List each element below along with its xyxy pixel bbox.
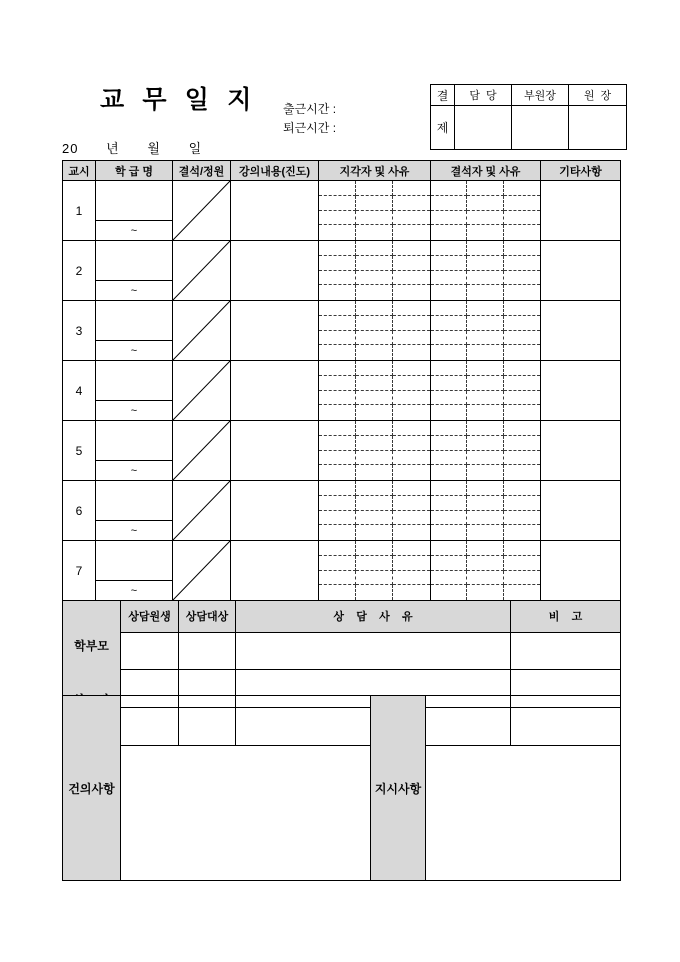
- class-name-cell[interactable]: [96, 181, 173, 241]
- latecomer-cell[interactable]: [319, 481, 431, 541]
- class-range-area[interactable]: [96, 460, 172, 480]
- latecomer-subgrid: [319, 421, 430, 480]
- approval-header-vice-director: 부원장: [512, 85, 569, 106]
- time-labels: [283, 100, 336, 138]
- absentee-subgrid: [431, 301, 540, 360]
- table-row: [63, 181, 621, 241]
- directions-label: 지시사항: [371, 696, 426, 881]
- latecomer-cell[interactable]: [319, 541, 431, 601]
- consult-student-cell[interactable]: [121, 632, 179, 670]
- period-number: 6: [63, 481, 96, 541]
- latecomer-cell[interactable]: [319, 181, 431, 241]
- lecture-content-cell[interactable]: [231, 481, 319, 541]
- lecture-content-cell[interactable]: [231, 301, 319, 361]
- absentee-cell[interactable]: [431, 181, 541, 241]
- table-row: [63, 361, 621, 421]
- table-row: [63, 481, 621, 541]
- period-number: 2: [63, 241, 96, 301]
- latecomer-subgrid: [319, 301, 430, 360]
- directions-area[interactable]: [426, 696, 621, 881]
- absentee-subgrid: [431, 481, 540, 540]
- latecomer-cell[interactable]: [319, 301, 431, 361]
- table-row: [63, 241, 621, 301]
- lecture-content-cell[interactable]: [231, 421, 319, 481]
- approval-header-row: [431, 85, 627, 106]
- class-range-area[interactable]: [96, 520, 172, 540]
- etc-cell[interactable]: [541, 301, 621, 361]
- latecomer-cell[interactable]: [319, 361, 431, 421]
- latecomer-subgrid: [319, 361, 430, 420]
- tilde-mark: ~: [130, 584, 138, 597]
- bottom-row: [63, 696, 621, 881]
- tilde-mark: ~: [130, 464, 138, 477]
- class-name-cell[interactable]: [96, 541, 173, 601]
- diagonal-line-icon: [173, 481, 230, 540]
- class-range-area[interactable]: [96, 580, 172, 600]
- approval-box: [430, 84, 627, 150]
- consult-row: [63, 632, 621, 670]
- diagonal-line-icon: [173, 301, 230, 360]
- approval-stamp-top: 결: [431, 85, 455, 106]
- col-header-absent-capacity: 결석/정원: [173, 161, 231, 181]
- diagonal-line-icon: [173, 421, 230, 480]
- diagonal-line-icon: [173, 241, 230, 300]
- absent-capacity-cell[interactable]: [173, 181, 231, 241]
- absentee-cell[interactable]: [431, 241, 541, 301]
- period-table: [62, 160, 621, 601]
- approval-header-staff: 담 당: [455, 85, 512, 106]
- latecomer-cell[interactable]: [319, 421, 431, 481]
- table-row: [63, 301, 621, 361]
- col-header-class-name: 학 급 명: [96, 161, 173, 181]
- consult-target-cell[interactable]: [179, 632, 236, 670]
- class-range-area[interactable]: [96, 400, 172, 420]
- etc-cell[interactable]: [541, 541, 621, 601]
- end-time-label: 퇴근시간 :: [283, 121, 337, 135]
- period-table-body: [63, 181, 621, 601]
- page-title: 교 무 일 지: [100, 87, 258, 114]
- etc-cell[interactable]: [541, 481, 621, 541]
- consult-header-row: [63, 601, 621, 633]
- approval-header-director: 원 장: [569, 85, 627, 106]
- consult-reason-cell[interactable]: [236, 632, 511, 670]
- latecomer-subgrid: [319, 541, 430, 600]
- col-header-period: 교시: [63, 161, 96, 181]
- absentee-cell[interactable]: [431, 481, 541, 541]
- etc-cell[interactable]: [541, 241, 621, 301]
- col-header-consult-reason: 상 담 사 유: [236, 601, 511, 633]
- absentee-cell[interactable]: [431, 301, 541, 361]
- col-header-lecture-content: 강의내용(진도): [231, 161, 319, 181]
- latecomer-subgrid: [319, 481, 430, 540]
- diagonal-line-icon: [173, 361, 230, 420]
- absentee-cell[interactable]: [431, 541, 541, 601]
- col-header-note: 비 고: [511, 601, 621, 633]
- class-name-cell[interactable]: [96, 301, 173, 361]
- class-range-area[interactable]: [96, 340, 172, 360]
- tilde-mark: ~: [130, 284, 138, 297]
- period-number: 5: [63, 421, 96, 481]
- absent-capacity-cell[interactable]: [173, 241, 231, 301]
- absent-capacity-cell[interactable]: [173, 541, 231, 601]
- etc-cell[interactable]: [541, 361, 621, 421]
- latecomer-subgrid: [319, 241, 430, 300]
- col-header-consult-target: 상담대상: [179, 601, 236, 633]
- etc-cell[interactable]: [541, 181, 621, 241]
- period-table-header-row: [63, 161, 621, 181]
- absentee-subgrid: [431, 181, 540, 240]
- period-number: 7: [63, 541, 96, 601]
- absentee-subgrid: [431, 241, 540, 300]
- approval-sign-cell-director[interactable]: [569, 106, 627, 150]
- latecomer-subgrid: [319, 181, 430, 240]
- consult-note-cell[interactable]: [511, 632, 621, 670]
- absentee-subgrid: [431, 541, 540, 600]
- diagonal-line-icon: [173, 181, 230, 240]
- period-number: 4: [63, 361, 96, 421]
- col-header-latecomers: 지각자 및 사유: [319, 161, 431, 181]
- lecture-content-cell[interactable]: [231, 361, 319, 421]
- lecture-content-cell[interactable]: [231, 541, 319, 601]
- diagonal-line-icon: [173, 541, 230, 600]
- class-name-cell[interactable]: [96, 481, 173, 541]
- etc-cell[interactable]: [541, 421, 621, 481]
- approval-sign-cell-vice-director[interactable]: [512, 106, 569, 150]
- period-number: 3: [63, 301, 96, 361]
- approval-sign-cell-staff[interactable]: [455, 106, 512, 150]
- absentee-subgrid: [431, 361, 540, 420]
- tilde-mark: ~: [130, 524, 138, 537]
- col-header-consulted-student: 상담원생: [121, 601, 179, 633]
- class-range-area[interactable]: [96, 220, 172, 240]
- col-header-absentees: 결석자 및 사유: [431, 161, 541, 181]
- tilde-mark: ~: [130, 224, 138, 237]
- class-name-cell[interactable]: [96, 421, 173, 481]
- approval-sign-row: [431, 106, 627, 150]
- lecture-content-cell[interactable]: [231, 241, 319, 301]
- absent-capacity-cell[interactable]: [173, 361, 231, 421]
- absentee-cell[interactable]: [431, 421, 541, 481]
- absent-capacity-cell[interactable]: [173, 481, 231, 541]
- absentee-cell[interactable]: [431, 361, 541, 421]
- suggestions-label: 건의사항: [63, 696, 121, 881]
- approval-stamp-bottom: 제: [431, 106, 455, 150]
- tilde-mark: ~: [130, 344, 138, 357]
- col-header-etc: 기타사항: [541, 161, 621, 181]
- latecomer-cell[interactable]: [319, 241, 431, 301]
- table-row: [63, 421, 621, 481]
- absent-capacity-cell[interactable]: [173, 421, 231, 481]
- class-name-cell[interactable]: [96, 361, 173, 421]
- class-range-area[interactable]: [96, 280, 172, 300]
- suggestions-area[interactable]: [121, 696, 371, 881]
- period-number: 1: [63, 181, 96, 241]
- absent-capacity-cell[interactable]: [173, 301, 231, 361]
- parent-consult-label-line1: 학부모: [74, 639, 109, 653]
- date-line: 20 년 월 일: [62, 141, 203, 156]
- start-time-label: 출근시간 :: [283, 102, 337, 116]
- table-row: [63, 541, 621, 601]
- class-name-cell[interactable]: [96, 241, 173, 301]
- lecture-content-cell[interactable]: [231, 181, 319, 241]
- absentee-subgrid: [431, 421, 540, 480]
- tilde-mark: ~: [130, 404, 138, 417]
- bottom-section: [62, 695, 621, 881]
